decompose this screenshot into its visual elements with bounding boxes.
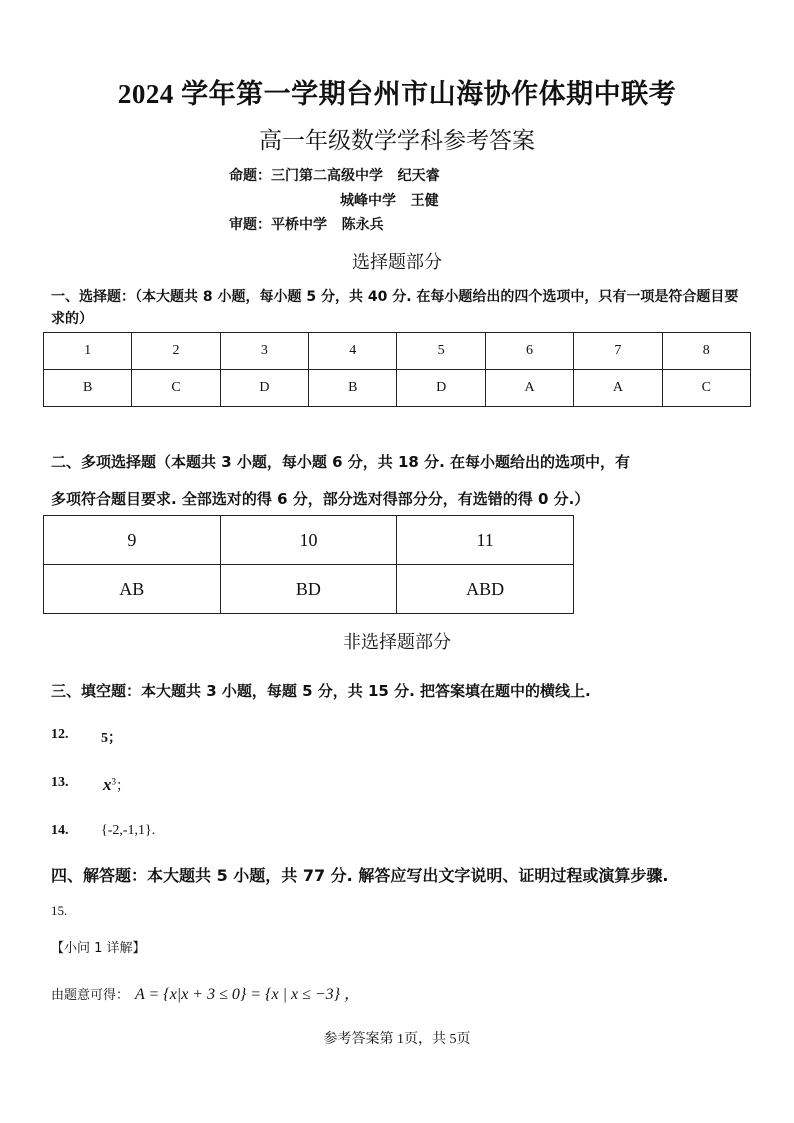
table-row-answers (44, 565, 574, 614)
answer-cell: C (132, 370, 220, 407)
fill-blank-instruction: 三、填空题：本大题共 3 小题，每题 5 分，共 15 分. 把答案填在题中的横线上. (51, 682, 591, 700)
reviewer-school: 平桥中学 (271, 217, 327, 233)
document-title: 2024 学年第一学期台州市山海协作体期中联考 (117, 79, 677, 109)
author-school: 城峰中学 (340, 193, 396, 209)
author-name: 王健 (410, 193, 439, 209)
author-school: 三门第二高级中学 (271, 168, 383, 184)
answer-exponent: 3 (111, 776, 116, 787)
answer-base: x (103, 775, 112, 794)
solution-prefix: 由题意可得： (51, 988, 130, 1003)
table-row-questions (44, 333, 751, 370)
question-cell: 7 (574, 333, 662, 370)
answer-cell: A (485, 370, 573, 407)
multi-choice-instruction-line2: 多项符合题目要求. 全部选对的得 6 分，部分选对得部分分，有选错的得 0 分.） (51, 490, 590, 508)
page-footer: 参考答案第 1页，共 5页 (323, 1032, 471, 1047)
answer-cell: B (309, 370, 397, 407)
question-cell: 3 (220, 333, 308, 370)
question-cell: 2 (132, 333, 220, 370)
solution-formula: A = {x|x + 3 ≤ 0} = {x | x ≤ −3} ， (135, 986, 361, 1003)
answer-cell: ABD (397, 565, 574, 614)
solution-line-1 (51, 981, 360, 1004)
sub-question-heading: 【小问 1 详解】 (51, 941, 146, 956)
answer-cell: BD (220, 565, 397, 614)
answer-cell: D (397, 370, 485, 407)
document-subtitle: 高一年级数学学科参考答案 (259, 128, 535, 153)
multi-choice-instruction-line1: 二、多项选择题（本题共 3 小题，每小题 6 分，共 18 分. 在每小题给出的选项中，有 (51, 453, 631, 471)
single-choice-answer-table (43, 332, 751, 407)
answer-cell: A (574, 370, 662, 407)
solutions-instruction: 四、解答题：本大题共 5 小题，共 77 分. 解答应写出文字说明、证明过程或演算步骤. (51, 866, 669, 885)
answer-cell: C (662, 370, 750, 407)
reviewer-name: 陈永兵 (341, 217, 384, 233)
question-15-number: 15. (51, 903, 68, 918)
section-heading-choice: 选择题部分 (352, 252, 442, 273)
author-role: 命题： (229, 168, 271, 184)
question-cell: 6 (485, 333, 573, 370)
question-number: 13. (51, 775, 69, 790)
question-cell: 1 (44, 333, 132, 370)
answer-cell: AB (44, 565, 221, 614)
answer-value: {-2,-1,1}. (101, 823, 156, 838)
question-cell: 9 (44, 516, 221, 565)
table-row-answers (44, 370, 751, 407)
multi-choice-answer-table (43, 515, 574, 614)
answer-cell: B (44, 370, 132, 407)
answer-cell: D (220, 370, 308, 407)
author-name: 纪天睿 (397, 168, 440, 184)
answer-value (103, 775, 130, 795)
question-number: 12. (51, 727, 69, 742)
question-cell: 10 (220, 516, 397, 565)
question-cell: 4 (309, 333, 397, 370)
reviewer-line (229, 214, 384, 234)
multi-choice-instruction (51, 444, 761, 518)
single-choice-instruction: 一、选择题：（本大题共 8 小题，每小题 5 分，共 40 分. 在每小题给出的四个选项中，只有一项是符合题目要求的） (51, 289, 739, 327)
question-cell: 5 (397, 333, 485, 370)
answer-suffix: ； (116, 779, 130, 794)
answer-value: 5； (101, 731, 122, 746)
reviewer-role: 审题： (229, 217, 271, 233)
question-number: 14. (51, 823, 69, 838)
section-heading-non-choice: 非选择题部分 (343, 632, 451, 653)
question-cell: 11 (397, 516, 574, 565)
fill-answer-12 (51, 727, 351, 747)
question-cell: 8 (662, 333, 750, 370)
table-row-questions (44, 516, 574, 565)
fill-answer-14 (51, 823, 351, 843)
fill-answer-13 (51, 775, 351, 797)
author-line-2 (340, 190, 439, 210)
author-line-1 (229, 165, 440, 185)
